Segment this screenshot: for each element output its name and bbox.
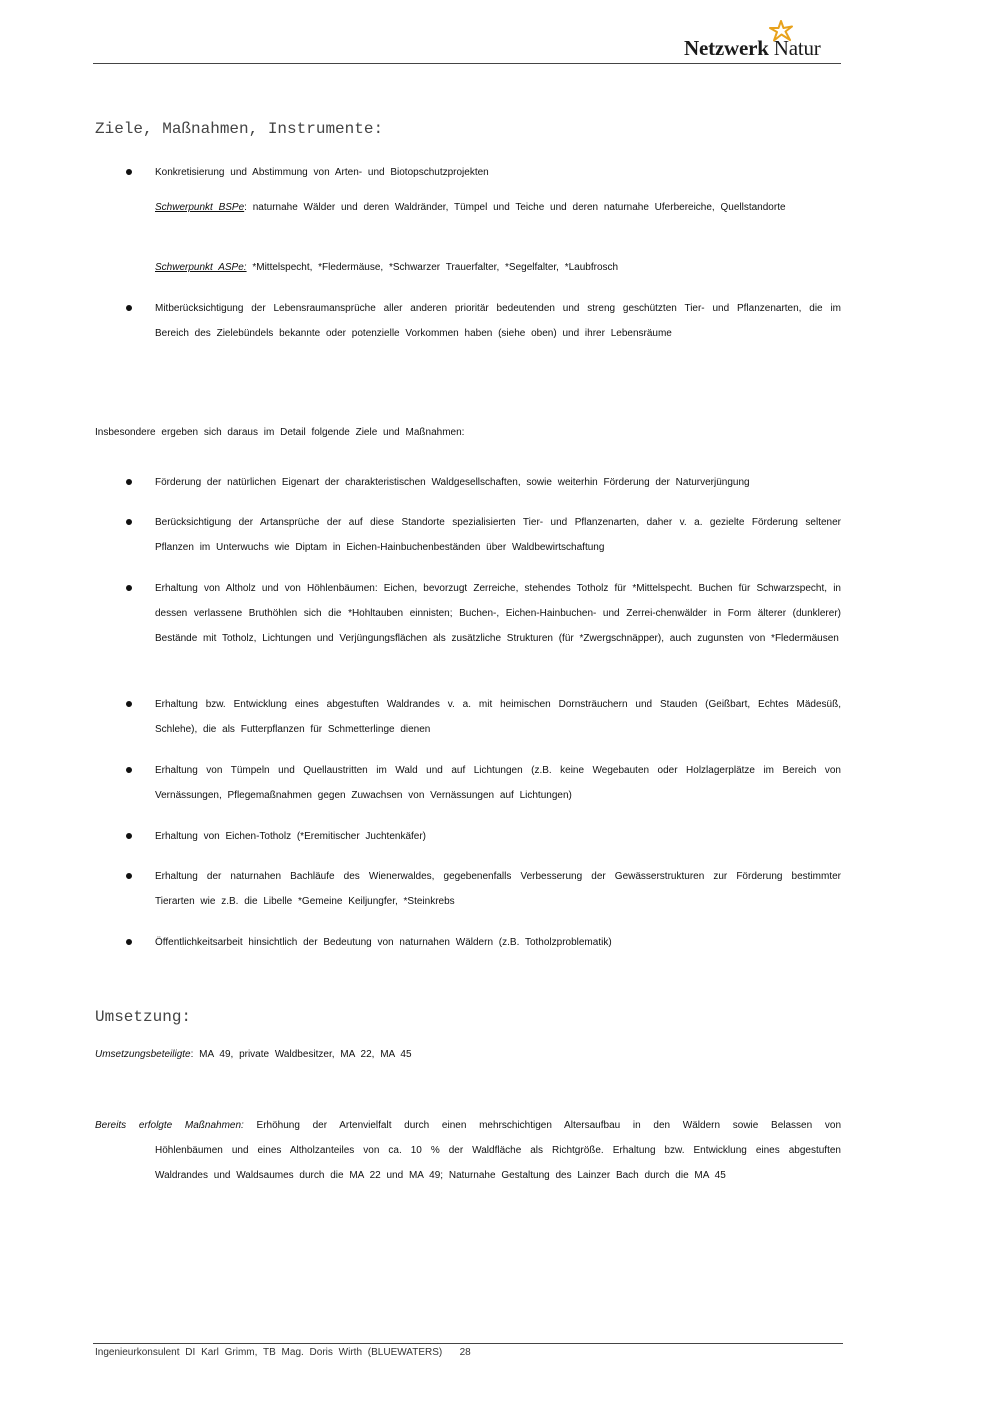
aspe-text: *Mittelspecht, *Fledermäuse, *Schwarzer Trauerfalter, *Segelfalter, *Laubfrosch — [246, 262, 619, 273]
bullet-icon — [124, 831, 134, 841]
bullet-icon — [124, 765, 134, 775]
bspe-text: : naturnahe Wälder und deren Waldränder, Tümpel und Teiche und deren naturnahe Uferbereiche, Quellstandorte — [244, 202, 786, 213]
bullet-icon — [124, 517, 134, 527]
completed-measures-text: Erhöhung der Artenvielfalt durch einen mehrschichtigen Altersaufbau in den Wäldern sowie Belassen von — [243, 1120, 842, 1131]
participants-paragraph — [95, 1042, 841, 1067]
measure-item: Erhaltung von Tümpeln und Quellaustritten im Wald und auf Lichtungen (z.B. keine Wegebauten oder Holzlagerplätze im Bereich von Vernässungen, Pflegemaßnahmen gegen Zuwachsen von Vernässungen auf Lichtungen) — [155, 765, 841, 801]
section-heading-goals: Ziele, Maßnahmen, Instrumente: — [95, 120, 384, 138]
measure-item: Erhaltung von Altholz und von Höhlenbäumen: Eichen, bevorzugt Zerreiche, stehendes Totholz für *Mittelspecht. Buchen für Schwarzspecht, in dessen verlassene Bruthöhlen sich die *Hohltauben einnisten; Buchen-, Eichen-Hainbuchen- und Zerrei-chenwälder in Form älterer (dunklerer) Bestände mit Totholz, Lichtungen und Verjüngungsflächen als zusätzliche Strukturen (für *Zwergschnäpper), auch zugunsten von *Fledermäusen — [155, 583, 841, 644]
measure-item: Erhaltung der naturnahen Bachläufe des Wienerwaldes, gegebenenfalls Verbesserung der Gewässerstrukturen zur Förderung bestimmter Tierarten wie z.B. die Libelle *Gemeine Keiljungfer, *Steinkrebs — [155, 871, 841, 907]
bullet-icon — [124, 583, 134, 593]
footer-divider — [93, 1343, 843, 1344]
measures-intro: Insbesondere ergeben sich daraus im Detail folgende Ziele und Maßnahmen: — [95, 427, 465, 438]
completed-measures-continuation: Höhlenbäumen und eines Altholzanteiles von ca. 10 % der Waldfläche als Richtgröße. Erhaltung bzw. Entwicklung eines abgestuften Waldrandes und Waldsaumes durch die MA 22 und MA 49; Naturnahe Gestaltung des Lainzer Bach durch die MA 45 — [155, 1145, 841, 1181]
measure-item: Erhaltung von Eichen-Totholz (*Eremitischer Juchtenkäfer) — [155, 831, 427, 842]
measure-item: Öffentlichkeitsarbeit hinsichtlich der Bedeutung von naturnahen Wäldern (z.B. Totholzproblematik) — [155, 937, 612, 948]
bullet-icon — [124, 871, 134, 881]
participants-label: Umsetzungsbeteiligte — [95, 1049, 191, 1060]
participants-text: : MA 49, private Waldbesitzer, MA 22, MA 45 — [190, 1049, 412, 1060]
measure-item: Förderung der natürlichen Eigenart der charakteristischen Waldgesellschaften, sowie weiterhin Förderung der Naturverjüngung — [155, 477, 750, 488]
bullet-icon — [124, 477, 134, 487]
section-heading-implementation: Umsetzung: — [95, 1008, 192, 1026]
goal-item: Mitberücksichtigung der Lebensraumansprüche aller anderen prioritär bedeutenden und streng geschützten Tier- und Pflanzenarten, die im Bereich des Zielebündels bekannte oder potenzielle Vorkommen haben (siehe oben) und ihrer Lebensräume — [155, 303, 841, 339]
page-number: 28 — [459, 1347, 471, 1358]
aspe-label: Schwerpunkt ASPe: — [155, 262, 247, 273]
footer-author: Ingenieurkonsulent DI Karl Grimm, TB Mag. Doris Wirth (BLUEWATERS) — [95, 1347, 443, 1358]
measure-item: Erhaltung bzw. Entwicklung eines abgestuften Waldrandes v. a. mit heimischen Dornsträuchern und Stauden (Geißbart, Echtes Mädesüß, Schlehe), die als Futterpflanzen für Schmetterlinge dienen — [155, 699, 841, 735]
logo-bold-word: Netzwerk — [684, 36, 769, 60]
header-divider — [93, 63, 841, 64]
aspe-paragraph — [155, 255, 841, 280]
bullet-icon — [124, 303, 134, 313]
logo-regular-word: Natur — [773, 36, 821, 60]
footer — [95, 1347, 471, 1358]
measure-item: Berücksichtigung der Artansprüche der auf diese Standorte spezialisierten Tier- und Pflanzenarten, daher v. a. gezielte Förderung seltener Pflanzen im Unterwuchs wie Diptam in Eichen-Hainbuchenbeständen über Waldbewirtschaftung — [155, 517, 841, 553]
completed-measures-label: Bereits erfolgte Maßnahmen: — [95, 1120, 244, 1131]
logo-wordmark — [684, 36, 821, 61]
bullet-icon — [124, 167, 134, 177]
netzwerk-natur-logo — [684, 22, 844, 62]
goal-item: Konkretisierung und Abstimmung von Arten- und Biotopschutzprojekten — [155, 167, 489, 178]
bspe-label: Schwerpunkt BSPe — [155, 202, 245, 213]
bspe-paragraph — [155, 195, 841, 220]
completed-measures-first-line — [95, 1113, 841, 1138]
bullet-icon — [124, 699, 134, 709]
bullet-icon — [124, 937, 134, 947]
